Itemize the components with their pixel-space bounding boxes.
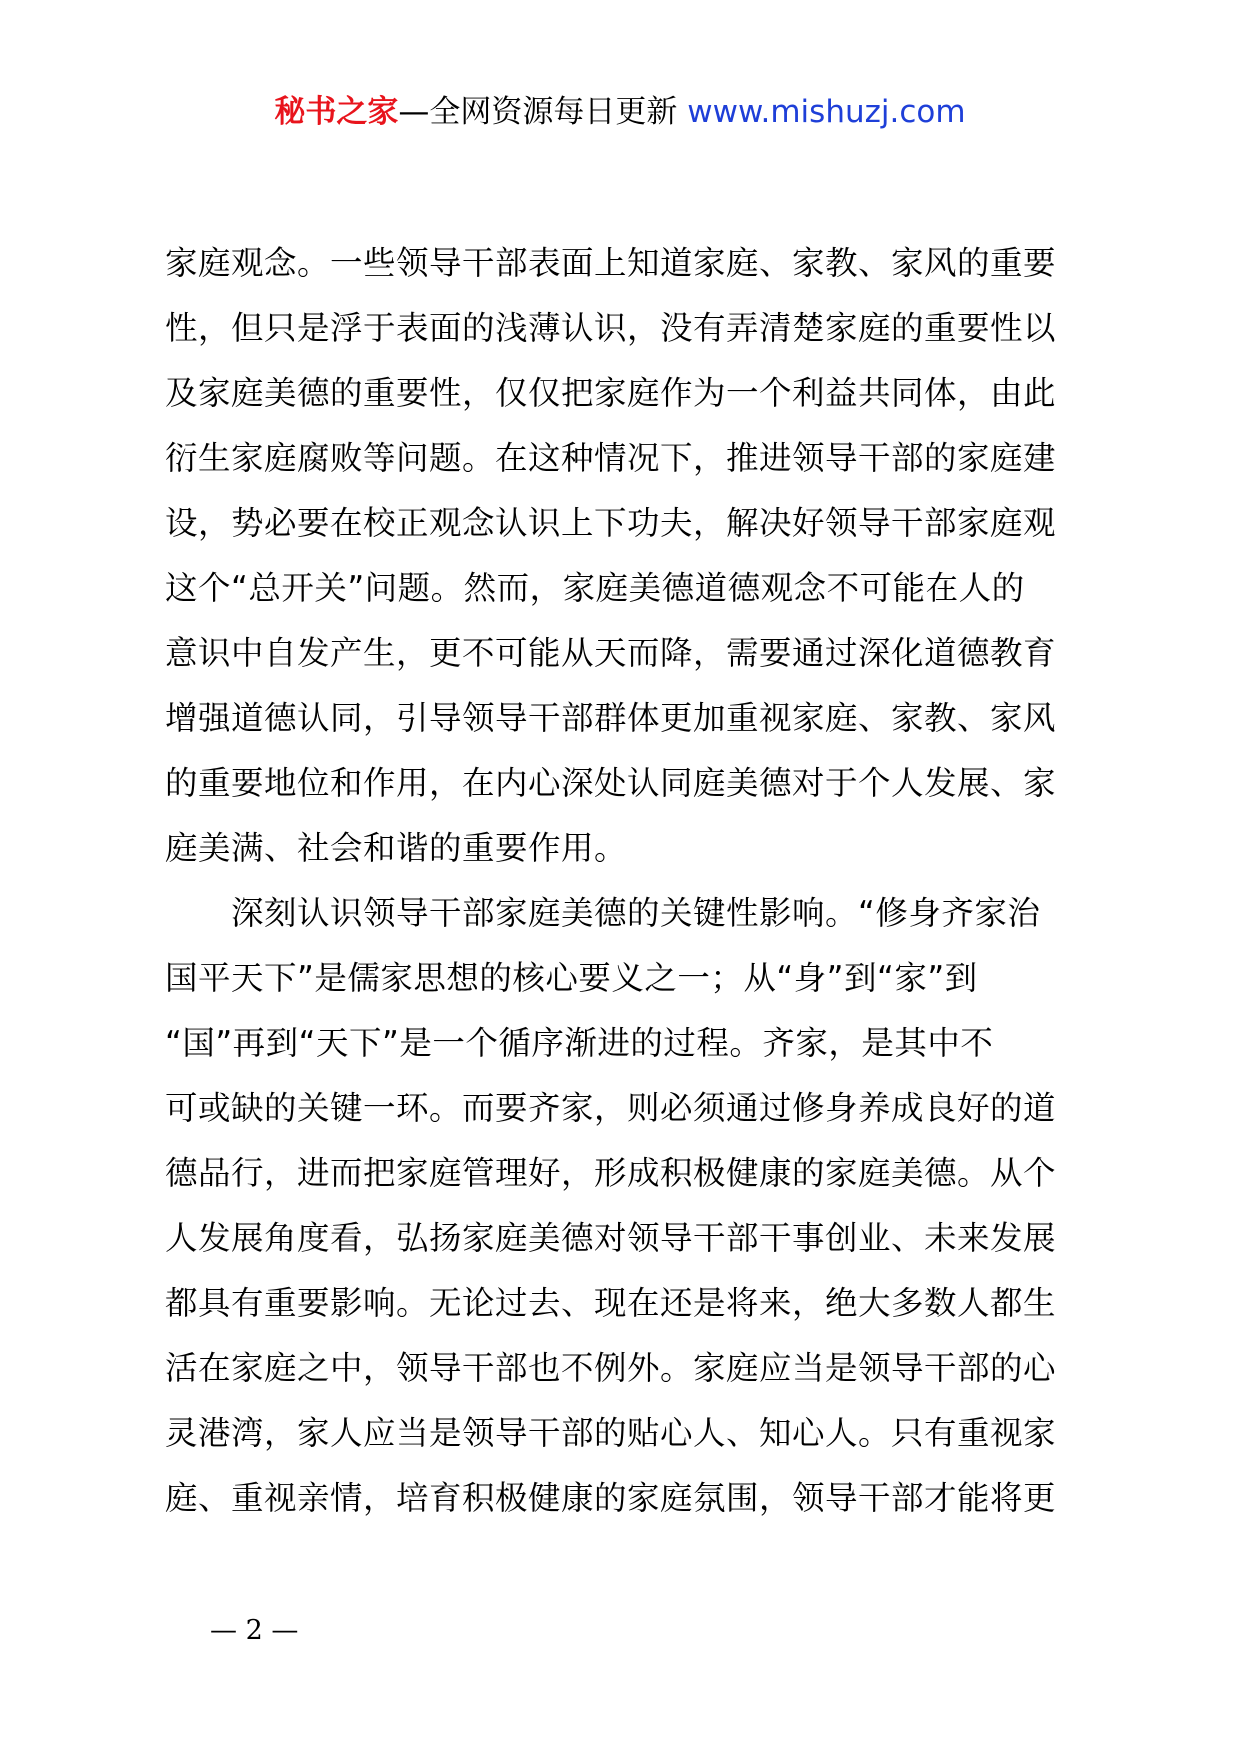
- text-line: 德品行，进而把家庭管理好，形成积极健康的家庭美德。从个: [165, 1154, 1057, 1192]
- site-header: [0, 92, 1240, 132]
- page-number: — 2 —: [210, 1615, 299, 1646]
- text-line: 这个“总开关”问题。然而，家庭美德道德观念不可能在人的: [165, 569, 1025, 607]
- text-line: “国”再到“天下”是一个循序渐进的过程。齐家，是其中不: [165, 1024, 994, 1062]
- text-line: 都具有重要影响。无论过去、现在还是将来，绝大多数人都生: [165, 1284, 1057, 1322]
- text-line: 活在家庭之中，领导干部也不例外。家庭应当是领导干部的心: [165, 1349, 1057, 1387]
- document-body: [165, 237, 1085, 1537]
- text-line: 衍生家庭腐败等问题。在这种情况下，推进领导干部的家庭建: [165, 439, 1057, 477]
- site-url-link[interactable]: www.mishuzj.com: [687, 94, 966, 130]
- text-line: 设，势必要在校正观念认识上下功夫，解决好领导干部家庭观: [165, 504, 1057, 542]
- text-line: 可或缺的关键一环。而要齐家，则必须通过修身养成良好的道: [165, 1089, 1057, 1127]
- site-brand: 秘书之家: [274, 94, 399, 130]
- text-line: 家庭观念。一些领导干部表面上知道家庭、家教、家风的重要: [165, 244, 1057, 282]
- site-tagline: —全网资源每日更新: [398, 94, 678, 130]
- text-line: 的重要地位和作用，在内心深处认同庭美德对于个人发展、家: [165, 764, 1057, 802]
- text-line: 增强道德认同，引导领导干部群体更加重视家庭、家教、家风: [165, 699, 1057, 737]
- text-line: 人发展角度看，弘扬家庭美德对领导干部干事创业、未来发展: [165, 1219, 1057, 1257]
- text-line: 及家庭美德的重要性，仅仅把家庭作为一个利益共同体，由此: [165, 374, 1057, 412]
- text-line: 庭美满、社会和谐的重要作用。: [165, 829, 628, 867]
- text-line: 意识中自发产生，更不可能从天而降，需要通过深化道德教育: [165, 634, 1057, 672]
- text-line: 庭、重视亲情，培育积极健康的家庭氛围，领导干部才能将更: [165, 1479, 1057, 1517]
- paragraph-start-line: 深刻认识领导干部家庭美德的关键性影响。“修身齐家治: [165, 894, 1041, 932]
- text-line: 灵港湾，家人应当是领导干部的贴心人、知心人。只有重视家: [165, 1414, 1057, 1452]
- text-line: 性，但只是浮于表面的浅薄认识，没有弄清楚家庭的重要性以: [165, 309, 1057, 347]
- text-line: 国平天下”是儒家思想的核心要义之一；从“身”到“家”到: [165, 959, 978, 997]
